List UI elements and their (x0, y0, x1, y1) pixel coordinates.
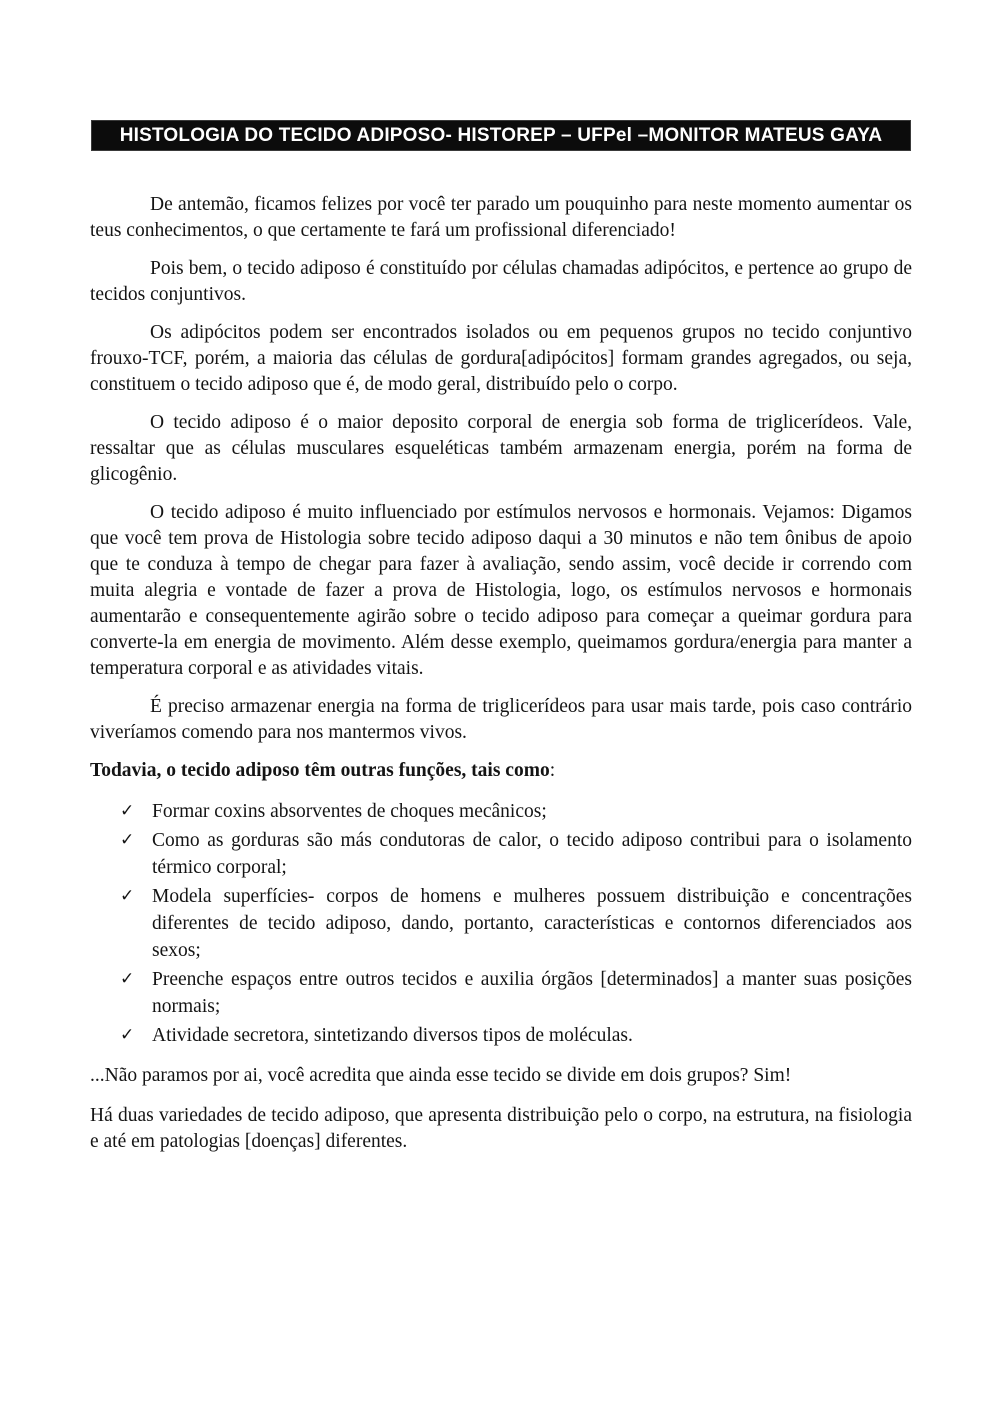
functions-checklist (90, 798, 912, 1049)
checkmark-icon: ✓ (120, 830, 135, 850)
functions-heading-bold-text: Todavia, o tecido adiposo têm outras funções, tais como (90, 760, 550, 781)
paragraph-definition: Pois bem, o tecido adiposo é constituído por células chamadas adipócitos, e pertence ao grupo de tecidos conjuntivos. (90, 258, 912, 305)
list-item (90, 883, 912, 964)
document-title: HISTOLOGIA DO TECIDO ADIPOSO- HISTOREP – UFPel –MONITOR MATEUS GAYA (119, 125, 883, 146)
list-item (90, 798, 912, 825)
checkmark-icon: ✓ (120, 969, 135, 989)
paragraph-two-varieties: Há duas variedades de tecido adiposo, que apresenta distribuição pelo o corpo, na estrutura, na fisiologia e até em patologias [doenças] diferentes. (90, 1105, 912, 1152)
list-item-text: Atividade secretora, sintetizando diversos tipos de moléculas. (152, 1025, 633, 1046)
functions-heading-colon: : (549, 760, 556, 781)
list-item-text: Preenche espaços entre outros tecidos e auxilia órgãos [determinados] a manter suas posições normais; (152, 969, 912, 1017)
checkmark-icon: ✓ (120, 1025, 135, 1045)
paragraph-storage: É preciso armazenar energia na forma de triglicerídeos para usar mais tarde, pois caso contrário viveríamos comendo para nos mantermos vivos. (90, 696, 912, 743)
list-item (90, 827, 912, 881)
list-item-text: Como as gorduras são más condutoras de calor, o tecido adiposo contribui para o isolamento térmico corporal; (152, 830, 912, 878)
paragraph-intro: De antemão, ficamos felizes por você ter parado um pouquinho para neste momento aumentar os teus conhecimentos, o que certamente te fará um profissional diferenciado! (90, 194, 912, 241)
list-item-text: Formar coxins absorventes de choques mecânicos; (152, 801, 547, 822)
paragraph-adipocytes: Os adipócitos podem ser encontrados isolados ou em pequenos grupos no tecido conjuntivo frouxo-TCF, porém, a maioria das células de gordura[adipócitos] formam grandes agregados, ou seja, constituem o tecido adiposo que é, de modo geral, distribuído pelo o corpo. (90, 322, 912, 395)
list-item-text: Modela superfícies- corpos de homens e mulheres possuem distribuição e concentrações diferentes de tecido adiposo, dando, portanto, características e contornos diferenciados aos sexos; (152, 886, 912, 961)
paragraph-stimuli-example: O tecido adiposo é muito influenciado por estímulos nervosos e hormonais. Vejamos: Digamos que você tem prova de Histologia sobre tecido adiposo daqui a 30 minutos e não tem ônibus de apoio que te conduza à tempo de chegar para fazer à avaliação, sendo assim, você decide ir correndo com muita alegria e vontade de fazer a prova de Histologia, logo, os estímulos nervosos e hormonais aumentarão e consequentemente agirão sobre o tecido adiposo para começar a queimar gordura para converte-la em energia de movimento. Além desse exemplo, queimamos gordura/energia para manter a temperatura corporal e as atividades vitais. (90, 502, 912, 679)
functions-heading (90, 758, 912, 784)
checkmark-icon: ✓ (120, 886, 135, 906)
document-body (90, 192, 912, 1169)
title-bar (92, 121, 910, 150)
paragraph-two-groups-question: ...Não paramos por ai, você acredita que ainda esse tecido se divide em dois grupos? Sim! (90, 1065, 792, 1086)
list-item (90, 1022, 912, 1049)
list-item (90, 966, 912, 1020)
paragraph-energy-deposit: O tecido adiposo é o maior deposito corporal de energia sob forma de triglicerídeos. Vale, ressaltar que as células musculares esqueléticas também armazenam energia, porém na forma de glicogênio. (90, 412, 912, 485)
checkmark-icon: ✓ (120, 801, 135, 821)
